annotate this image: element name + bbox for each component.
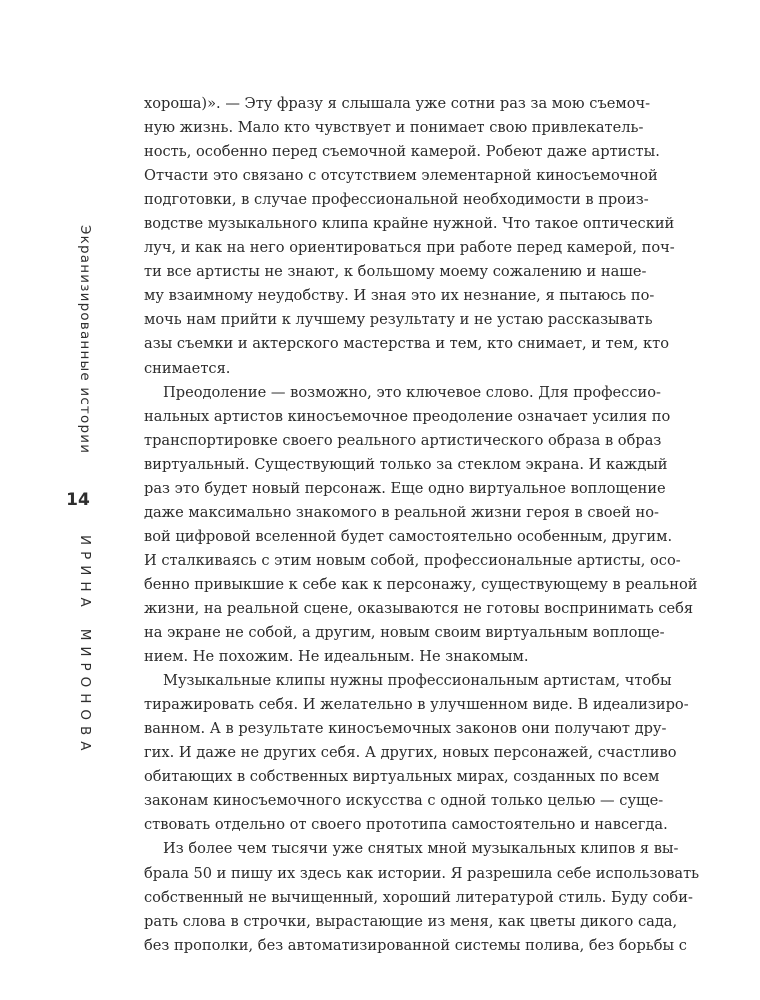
text-line: Из более чем тысячи уже снятых мной музыкальных клипов я вы- [163,840,679,858]
text-line: луч, и как на него ориентироваться при работе перед камерой, поч- [144,239,675,257]
text-line: Преодоление — возможно, это ключевое слово. Для профессио- [163,383,661,401]
text-line: собственный не вычищенный, хороший литературой стиль. Буду соби- [144,888,693,906]
series-title: Экранизированные истории [77,225,93,455]
author-name [63,535,93,757]
author-first-name: ИРИНА [77,535,93,613]
text-line: водстве музыкального клипа крайне нужной. Что такое оптический [144,215,675,233]
text-line: нием. Не похожим. Не идеальным. Не знакомым. [144,648,529,666]
text-line: Отчасти это связано с отсутствием элементарной киносъемочной [144,167,658,185]
text-line: ванном. А в результате киносъемочных законов они получают дру- [144,720,667,738]
text-line: му взаимному неудобству. И зная это их незнание, я пытаюсь по- [144,287,655,305]
text-line: раз это будет новый персонаж. Еще одно виртуальное воплощение [144,479,666,497]
text-line: обитающих в собственных виртуальных мирах, созданных по всем [144,768,660,786]
body-text [144,92,700,958]
text-line: транспортировке своего реального артистического образа в образ [144,431,662,449]
text-line: на экране не собой, а другим, новым своим виртуальным воплоще- [144,624,665,642]
text-line: даже максимально знакомого в реальной жизни героя в своей но- [144,503,659,521]
text-line: нальных артистов киносъемочное преодоление означает усилия по [144,407,671,425]
text-line: виртуальный. Существующий только за стеклом экрана. И каждый [144,455,668,473]
text-line: вой цифровой вселенной будет самостоятельно особенным, другим. [144,527,673,545]
text-line: азы съемки и актерского мастерства и тем, кто снимает, и тем, кто [144,335,669,353]
text-line: брала 50 и пишу их здесь как истории. Я разрешила себе использовать [144,864,700,882]
text-line: бенно привыкшие к себе как к персонажу, существующему в реальной [144,575,698,593]
running-sidebar [63,225,93,785]
page-number: 14 [66,490,90,510]
text-line: ность, особенно перед съемочной камерой. Робеют даже артисты. [144,143,660,161]
text-line: тиражировать себя. И желательно в улучшенном виде. В идеализиро- [144,696,689,714]
text-line: хороша)». — Эту фразу я слышала уже сотни раз за мою съемоч- [144,95,651,112]
text-line: Музыкальные клипы нужны профессиональным артистам, чтобы [163,672,672,690]
text-line: жизни, на реальной сцене, оказываются не готовы воспринимать себя [144,599,694,617]
text-line: законам киносъемочного искусства с одной только целью — суще- [144,792,664,810]
text-line: И сталкиваясь с этим новым собой, профессиональные артисты, осо- [144,551,681,569]
text-line: мочь нам прийти к лучшему результату и не устаю рассказывать [144,311,653,329]
text-line: подготовки, в случае профессиональной необходимости в произ- [144,191,649,209]
paragraph [144,92,675,381]
paragraph [144,669,689,837]
text-line: рать слова в строчки, вырастающие из меня, как цветы дикого сада, [144,912,678,930]
paragraph [144,381,698,670]
text-line: ную жизнь. Мало кто чувствует и понимает свою привлекатель- [144,119,644,137]
author-last-name: МИРОНОВА [77,628,93,757]
text-line: гих. И даже не других себя. А других, новых персонажей, счастливо [144,744,677,762]
text-line: ти все артисты не знают, к большому моему сожалению и наше- [144,263,647,281]
text-line: снимается. [144,359,231,377]
paragraph [144,837,700,957]
text-line: ствовать отдельно от своего прототипа самостоятельно и навсегда. [144,816,668,834]
text-line: без прополки, без автоматизированной системы полива, без борьбы с [144,936,687,954]
